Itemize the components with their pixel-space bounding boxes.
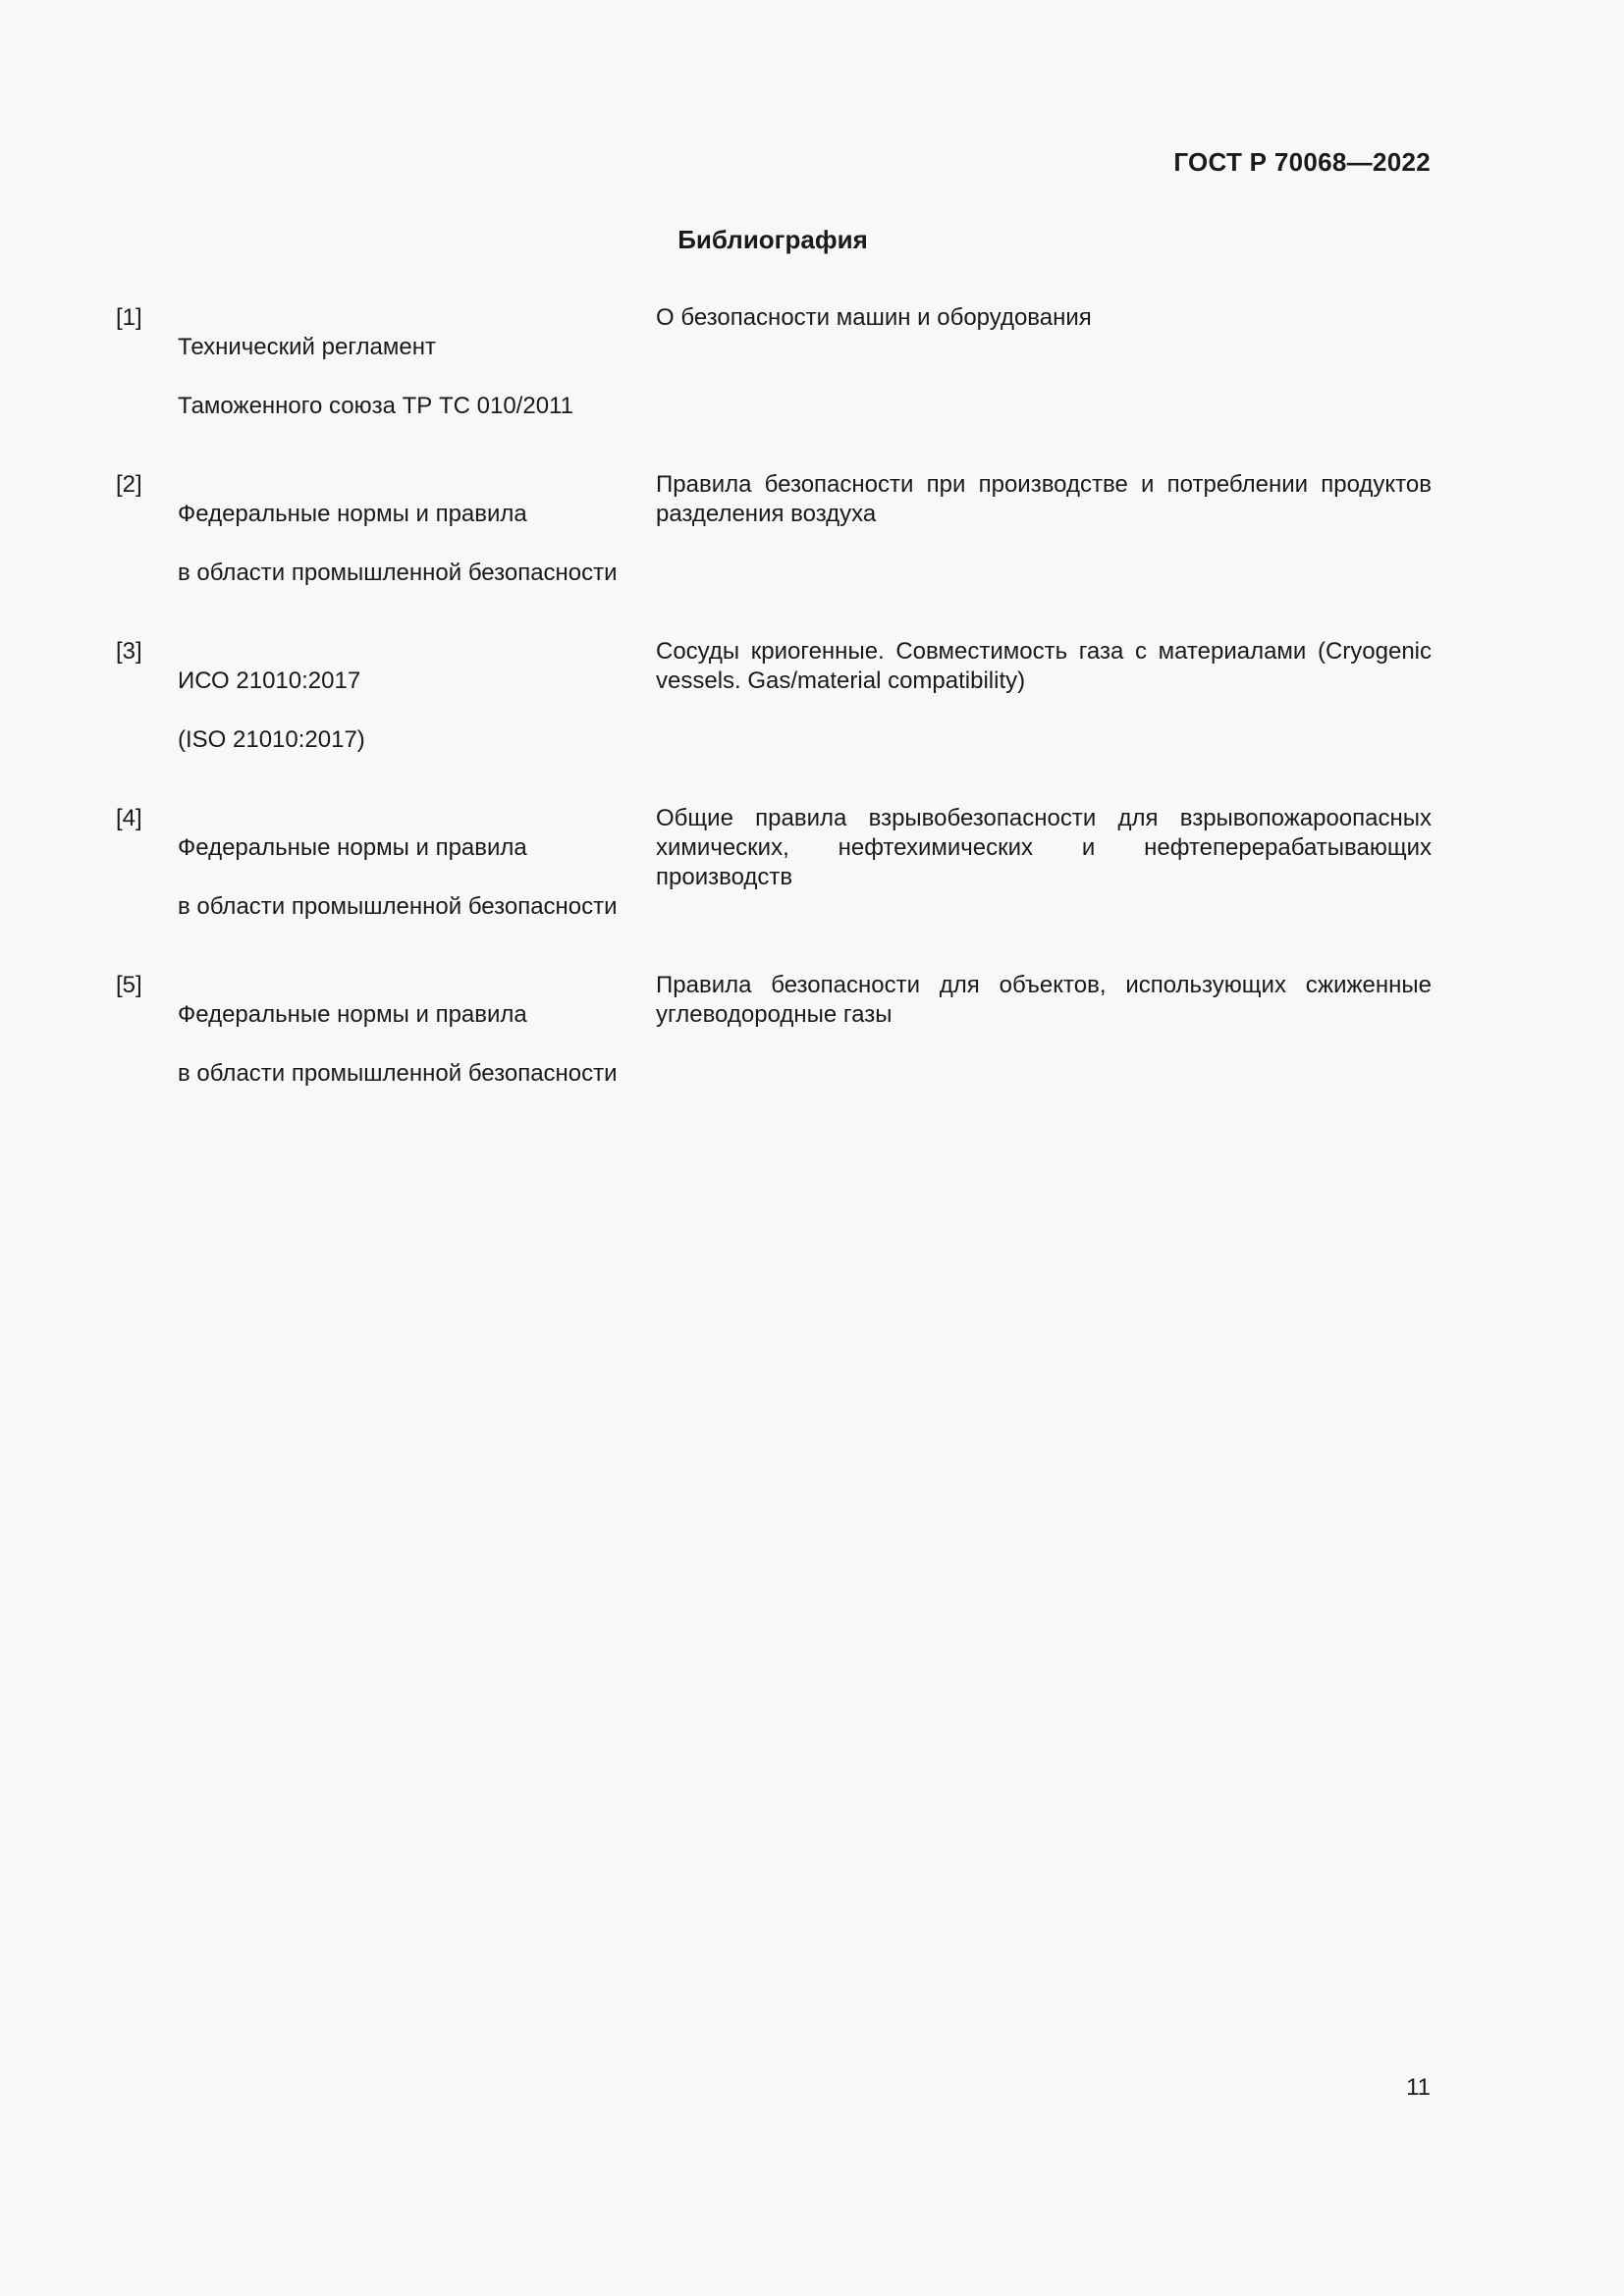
entry-title: Сосуды криогенные. Совместимость газа с материалами (Cryogenic vessels. Gas/material compatibility) <box>656 638 1432 694</box>
entry-number: [4] <box>116 805 142 831</box>
entry-number: [3] <box>116 638 142 665</box>
bibliography-entry <box>116 303 1432 451</box>
entry-source <box>178 971 656 1118</box>
bibliography-entry <box>116 637 1432 784</box>
entry-source-line: (ISO 21010:2017) <box>178 726 365 753</box>
entry-source-line: Федеральные нормы и правила <box>178 1001 527 1028</box>
entry-title: Правила безопасности при производстве и потреблении продуктов разделения воздуха <box>656 471 1432 527</box>
entry-number: [2] <box>116 471 142 498</box>
page-number: 11 <box>1406 2074 1431 2101</box>
entry-title: О безопасности машин и оборудования <box>656 304 1092 331</box>
section-title: Библиография <box>677 225 868 254</box>
entry-source <box>178 470 656 617</box>
entry-title: Правила безопасности для объектов, использующих сжиженные углеводородные газы <box>656 972 1432 1028</box>
entry-number: [1] <box>116 304 142 331</box>
entry-title: Общие правила взрывобезопасности для взрывопожароопасных химических, нефтехимических и нефтеперерабатывающих производств <box>656 805 1432 890</box>
entry-source-line: ИСО 21010:2017 <box>178 667 361 694</box>
entry-source-line: в области промышленной безопасности <box>178 1060 618 1087</box>
entry-source-line: Федеральные нормы и правила <box>178 834 527 861</box>
entry-source-line: Федеральные нормы и правила <box>178 501 527 527</box>
entry-source-line: в области промышленной безопасности <box>178 560 618 586</box>
entry-source-line: Таможенного союза ТР ТС 010/2011 <box>178 393 573 419</box>
entry-number: [5] <box>116 972 142 998</box>
bibliography-entry <box>116 470 1432 617</box>
bibliography-entry <box>116 971 1432 1118</box>
entry-source <box>178 637 656 784</box>
entry-source <box>178 303 656 451</box>
entry-source-line: в области промышленной безопасности <box>178 893 618 920</box>
entry-source-line: Технический регламент <box>178 334 436 360</box>
bibliography-entry <box>116 804 1432 951</box>
entry-source <box>178 804 656 951</box>
bibliography-list <box>116 303 1432 1138</box>
document-code: ГОСТ Р 70068—2022 <box>1173 147 1431 177</box>
